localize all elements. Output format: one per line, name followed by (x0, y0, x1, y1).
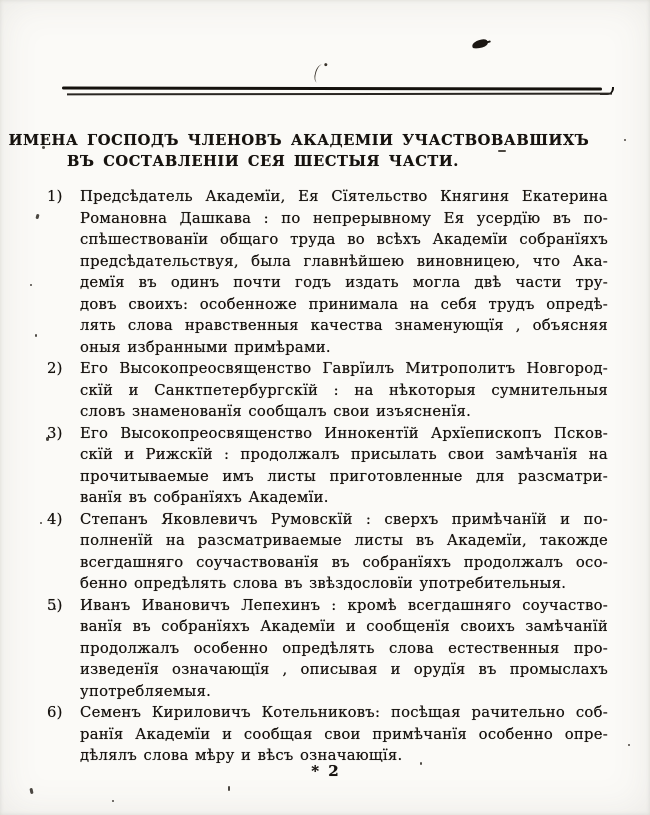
header-rule-thick (62, 86, 602, 90)
ink-curl-mark (313, 63, 327, 84)
text-line: Его Высокопреосвященство Гаврїилъ Митрополитъ Новгород- (80, 360, 608, 377)
scan-speck (112, 800, 114, 802)
heading-line-2: ВЪ СОСТАВЛЕНІИ СЕЯ ШЕСТЫЯ ЧАСТИ. (67, 153, 459, 170)
text-line: спѣшествованїи общаго труда во всѣхъ Академїи собранїяхъ (80, 231, 608, 248)
list-item (47, 186, 608, 358)
text-line: употребляемыя. (80, 682, 212, 700)
text-line: демїя въ одинъ почти годъ издать могла двѣ части тру- (80, 274, 608, 291)
item-number: 5) (47, 596, 63, 614)
text-line: Предсѣдатель Академїи, Ея Сїятельство Княгиня Екатерина (80, 188, 608, 205)
list-item (47, 702, 608, 767)
text-line: Его Высокопреосвященство Иннокентїй Архїепископъ Псков- (80, 424, 608, 442)
header-rule-thin (67, 93, 612, 95)
list-item (47, 423, 608, 509)
scan-speck (30, 284, 32, 286)
text-line: продолжалъ особенно опредѣлять слова естественныя про- (80, 639, 608, 657)
text-line: Семенъ Кириловичъ Котельниковъ: посѣщая рачительно соб- (80, 704, 608, 721)
text-line: скїй и Рижскїй : продолжалъ присылать свои замѣчанїя на (80, 446, 608, 463)
text-line: ранїя Академїи и сообщая свои примѣчанїя особенно опре- (80, 725, 608, 743)
heading-line-1: ИМЕНА ГОСПОДЪ ЧЛЕНОВЪ АКАДЕМІИ УЧАСТВОВАВШИХЪ (8, 132, 590, 149)
text-line: ванїя въ собранїяхъ Академїи и сообщенїя своихъ замѣчанїй (80, 618, 608, 635)
scan-speck (35, 334, 37, 337)
scan-speck (228, 786, 230, 791)
text-line: Степанъ Яковлевичъ Румовскїй : сверхъ примѣчанїй и по- (80, 510, 608, 528)
text-line: дѣлялъ слова мѣру и вѣсъ означающїя. (80, 747, 403, 764)
members-list (47, 186, 608, 767)
item-number: 2) (47, 360, 63, 377)
list-item (47, 358, 608, 423)
text-line: изведенїя означающїя , описывая и орудїя въ промыслахъ (80, 661, 608, 678)
item-number: 6) (47, 704, 63, 721)
signature-mark: * 2 (311, 762, 341, 780)
list-item (47, 595, 608, 703)
scan-speck (29, 788, 33, 794)
list-item (47, 509, 608, 595)
item-number: 4) (47, 510, 63, 528)
scan-speck (35, 214, 39, 220)
ink-smudge (471, 38, 488, 50)
text-line: Иванъ Ивановичъ Лепехинъ : кромѣ всегдашняго соучаство- (80, 596, 608, 614)
text-line: ванїя въ собранїяхъ Академїи. (80, 489, 329, 506)
page-heading (0, 130, 650, 172)
text-line: довъ своихъ: особенноже принимала на себя трудъ опредѣ- (80, 295, 608, 313)
text-line: словъ знаменованїя сообщалъ свои изъясненїя. (80, 403, 472, 420)
item-number: 1) (47, 188, 63, 205)
text-line: всегдашняго соучаствованїя въ собранїяхъ продолжалъ осо- (80, 553, 608, 571)
text-line: Романовна Дашкава : по непрерывному Ея усердїю въ по- (80, 209, 608, 227)
text-line: предсѣдательствуя, была главнѣйшею виновницею, что Ака- (80, 252, 608, 270)
scan-speck (628, 744, 630, 746)
text-line: скїй и Санктпетербургскїй : на нѣкоторыя сумнительныя (80, 381, 608, 399)
text-line: полненїй на разсматриваемые листы въ Академїи, такожде (80, 532, 608, 549)
text-line: лять слова нравственныя качества знаменующїя , объясняя (80, 317, 608, 334)
text-line: бенно опредѣлять слова въ звѣздословїи употребительныя. (80, 575, 567, 592)
text-line: прочитываемые имъ листы приготовленные для разсматри- (80, 467, 608, 485)
text-line: оныя избранными примѣрами. (80, 338, 331, 356)
scan-speck (40, 522, 42, 524)
item-number: 3) (47, 424, 63, 442)
